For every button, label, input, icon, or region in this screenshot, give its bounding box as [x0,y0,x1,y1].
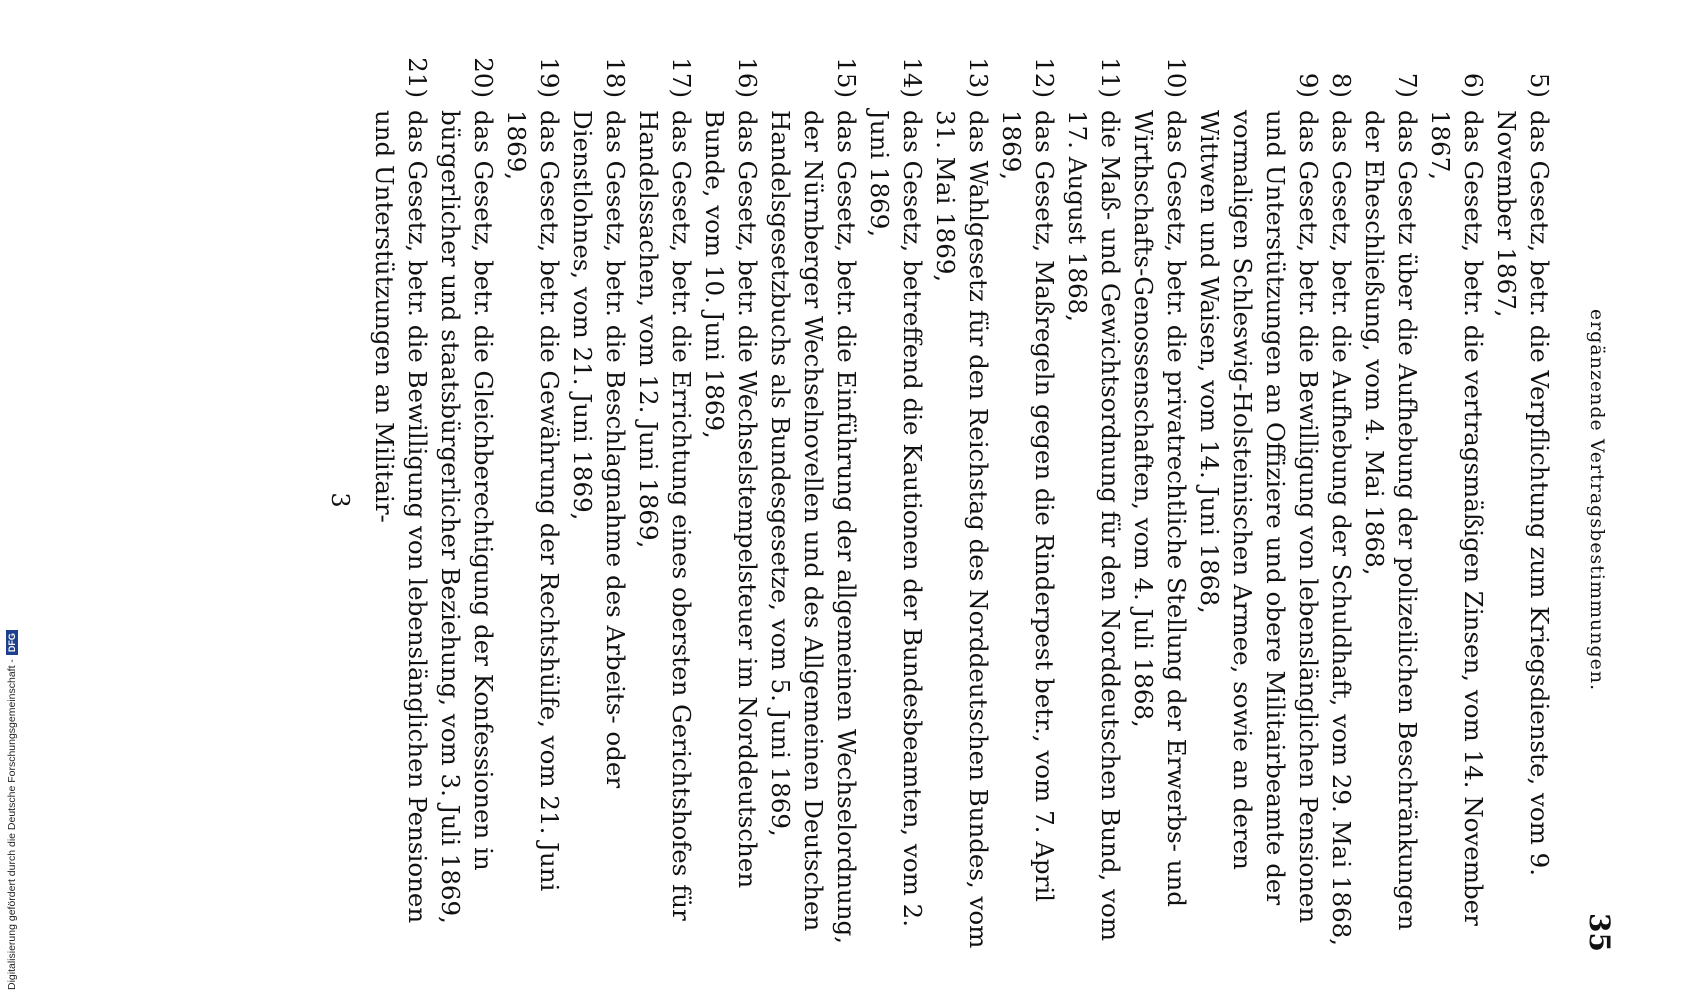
item-number: 11) [1096,57,1125,98]
item-text: das Gesetz über die Aufhebung der polizeilichen Beschränkungen der Eheschließung, vom 4. Mai 1868, [1360,110,1422,931]
item-text: das Gesetz, betr. die Beschlagnahme des Arbeits- oder Dienstlohnes, vom 21. Juni 1869, [568,110,630,789]
list-item [1061,40,1127,960]
list-item [1127,40,1193,960]
list-item [1424,40,1490,960]
item-text: das Gesetz, betr. die Gewährung der Rechtshülfe, vom 21. Juni 1869, [502,110,564,892]
running-title: ergänzende Vertragsbestimmungen. [1586,308,1608,692]
item-number: 10) [1162,57,1191,98]
item-text: das Gesetz, betr. die Wechselstempelsteuer im Norddeutschen Bunde, vom 10. Juni 1869, [700,110,762,889]
item-text: das Gesetz, betreffend die Kautionen der Bundesbeamten, vom 2. Juni 1869, [865,110,927,927]
signature-mark: 3 [326,492,354,508]
list-item [698,40,764,960]
list-item [863,40,929,960]
law-list [368,40,1556,960]
item-text: das Gesetz, betr. die Einführung der allgemeinen Wechselordnung, der Nürnberger Wechselnovellen und des Allgemeinen Deutschen Handelsgesetzbuchs als Bundesgesetze, vom 5. Juni 1869, [766,110,861,945]
item-text: das Gesetz, betr. die Gleichberechtigung der Konfessionen in bürgerlicher und staatsbürgerlicher Beziehung, vom 3. Juli 1869, [436,110,498,924]
list-item [1193,40,1325,960]
item-text: die Maß- und Gewichtsordnung für den Norddeutschen Bund, vom 17. August 1868, [1063,110,1125,941]
item-number: 19) [535,57,564,98]
item-text: das Gesetz, betr. die Aufhebung der Schuldhaft, vom 29. Mai 1868, [1327,110,1356,947]
list-item [764,40,863,960]
item-number: 6) [1459,72,1488,98]
item-number: 17) [667,57,696,98]
item-number: 7) [1393,72,1422,98]
item-number: 12) [1030,57,1059,98]
item-number: 21) [403,57,432,98]
item-number: 20) [469,57,498,98]
item-text: das Gesetz, betr. die Verpflichtung zum Kriegsdienste, vom 9. November 1867, [1492,110,1554,877]
digitization-credit [0,0,28,1000]
item-text: das Gesetz, betr. die Bewilligung von lebenslänglichen Pensionen und Unterstützungen an Offiziere und obere Militairbeamte der vormaligen Schleswig-Holsteinischen Armee, sowie an deren Wittwen und Waisen, vom 14. Juni 1868, [1195,110,1323,924]
list-item [500,40,566,960]
credit-text: Digitalisierung gefördert durch die Deutsche Forschungsgemeinschaft - [6,659,18,990]
list-item [1325,40,1358,960]
item-number: 13) [964,57,993,98]
item-text: das Gesetz, betr. die privatrechtliche Stellung der Erwerbs- und Wirthschafts-Genossenschaften, vom 4. Juli 1868, [1129,110,1191,907]
item-text: das Wahlgesetz für den Reichstag des Norddeutschen Bundes, vom 31. Mai 1869, [931,110,993,949]
item-text: das Gesetz, betr. die vertragsmäßigen Zinsen, vom 14. November 1867, [1426,110,1488,926]
item-text: das Gesetz, Maßregeln gegen die Rinderpest betr., vom 7. April 1869, [997,110,1059,903]
page-header [1556,40,1616,960]
item-text: das Gesetz, betr. die Errichtung eines obersten Gerichtshofes für Handelssachen, vom 12. Juni 1869, [634,110,696,921]
list-item [368,40,434,960]
item-text: das Gesetz, betr. die Bewilligung von lebenslänglichen Pensionen und Unterstützungen an Militair- [370,110,432,924]
item-number: 16) [733,57,762,98]
list-item [566,40,632,960]
item-number: 9) [1294,72,1323,98]
list-item [995,40,1061,960]
list-item [1490,40,1556,960]
list-item [1358,40,1424,960]
item-number: 8) [1327,72,1356,98]
list-item [434,40,500,960]
list-item [929,40,995,960]
item-number: 15) [832,57,861,98]
item-number: 14) [898,57,927,98]
item-number: 5) [1525,72,1554,98]
page-number: 35 [1583,913,1616,952]
item-number: 18) [601,57,630,98]
list-item [632,40,698,960]
dfg-logo: DFG [6,630,18,655]
